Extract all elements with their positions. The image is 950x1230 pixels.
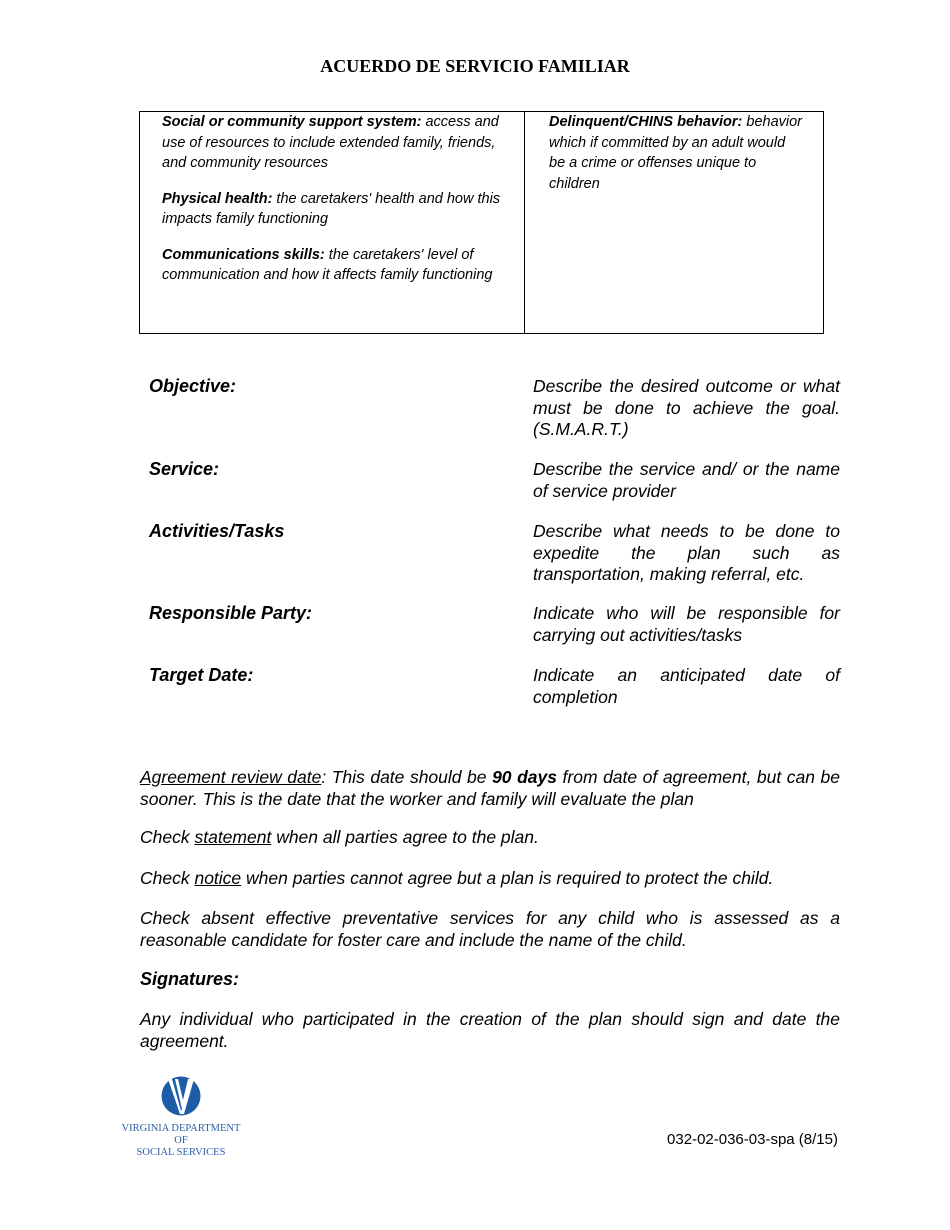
field-label: Objective:: [149, 376, 237, 396]
notice-text: Check: [140, 868, 195, 888]
box-divider: [524, 112, 525, 333]
review-text: : This date should be: [321, 767, 493, 787]
statement-paragraph: [140, 827, 840, 849]
notice-text-rest: when parties cannot agree but a plan is required to protect the child.: [241, 868, 774, 888]
definition-delinquent-behavior: [549, 112, 804, 194]
definition-term: Communications skills:: [162, 246, 325, 263]
field-label: Service:: [149, 459, 220, 479]
document-title: ACUERDO DE SERVICIO FAMILIAR: [320, 56, 630, 76]
review-text-rest: from date of agreement, but can be sooner. This is the date that the worker and family will evaluate the plan: [140, 767, 840, 809]
definition-communication-skills: [162, 245, 522, 286]
vdss-logo: [116, 1076, 246, 1159]
absent-services-paragraph: Check absent effective preventative services for any child who is assessed as a reasonable candidate for foster care and include the name of the child.: [140, 908, 840, 950]
definition-text: access and use of resources to include extended family, friends, and community resources: [162, 114, 499, 171]
definition-text: behavior which if committed by an adult would be a crime or offenses unique to children: [549, 114, 803, 192]
logo-text-line2: SOCIAL SERVICES: [136, 1147, 226, 1158]
definition-physical-health: [162, 189, 522, 230]
vdss-v-logo-icon: [159, 1076, 203, 1116]
logo-text: [116, 1123, 246, 1159]
form-id: 032-02-036-03-spa (8/15): [667, 1131, 838, 1148]
field-label: Activities/Tasks: [149, 521, 285, 541]
statement-text: Check: [140, 827, 195, 847]
definition-term: Delinquent/CHINS behavior:: [549, 114, 743, 130]
field-label: Target Date:: [149, 665, 254, 685]
definition-text: the caretakers' health and how this impacts family functioning: [162, 190, 501, 227]
signatures-paragraph: Any individual who participated in the creation of the plan should sign and date the agreement.: [140, 1009, 840, 1051]
statement-term: statement: [194, 827, 272, 847]
signatures-heading: [140, 969, 840, 991]
field-description: Indicate who will be responsible for carrying out activities/tasks: [533, 603, 840, 645]
notice-term: notice: [194, 868, 242, 888]
field-label: Responsible Party:: [149, 603, 313, 623]
definition-text: the caretakers' level of communication and how it affects family functioning: [162, 246, 493, 283]
field-description: Describe what needs to be done to expedite the plan such as transportation, making referral, etc.: [533, 521, 840, 584]
definitions-right-column: [549, 112, 804, 209]
logo-text-line1: VIRGINIA DEPARTMENT OF: [121, 1123, 241, 1146]
definition-social-support: [162, 112, 522, 174]
notice-paragraph: [140, 868, 840, 890]
field-description: Describe the service and/ or the name of service provider: [533, 459, 840, 501]
signatures-heading-text: Signatures:: [140, 969, 240, 989]
review-days: 90 days: [492, 767, 557, 787]
review-date-term: Agreement review date: [140, 767, 322, 787]
review-date-paragraph: [140, 767, 840, 810]
statement-text-rest: when all parties agree to the plan.: [271, 827, 539, 847]
field-description: Indicate an anticipated date of completion: [533, 665, 840, 707]
definition-term: Social or community support system:: [162, 114, 422, 130]
field-description: Describe the desired outcome or what must be done to achieve the goal. (S.M.A.R.T.): [533, 376, 840, 439]
definitions-box: [139, 111, 824, 334]
definition-term: Physical health:: [162, 190, 273, 207]
definitions-left-column: [162, 112, 522, 301]
